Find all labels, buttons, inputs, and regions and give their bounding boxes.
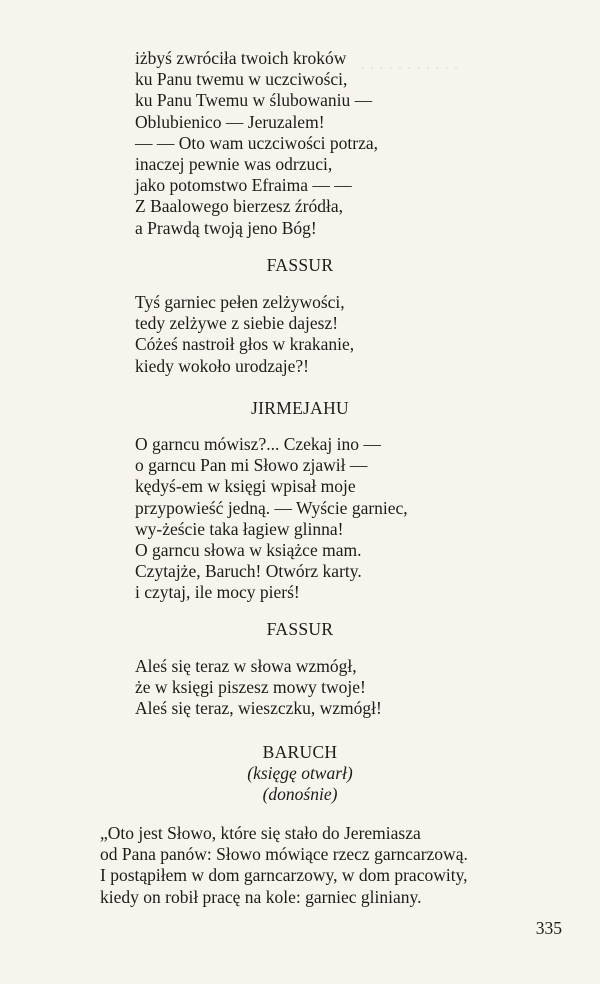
verse-line: kędyś-em w księgi wpisał moje <box>135 476 356 497</box>
verse-line: — — Oto wam uczciwości potrza, <box>135 132 378 153</box>
verse-line: ku Panu twemu w uczciwości, <box>135 69 348 90</box>
verse-line: kiedy wokoło urodzaje?! <box>135 355 309 376</box>
stanza-4 <box>0 656 600 720</box>
verse-line: o garncu Pan mi Słowo zjawił — <box>135 455 368 476</box>
speaker-name: BARUCH <box>262 742 338 762</box>
prose-line: I postąpiłem w dom garncarzowy, w dom pracowity, <box>100 865 468 886</box>
verse-line: inaczej pewnie was odrzuci, <box>135 154 333 175</box>
stage-direction: (donośnie) <box>262 784 338 804</box>
prose-line: od Pana panów: Słowo mówiące rzecz garncarzową. <box>100 844 468 865</box>
speaker-name: FASSUR <box>266 619 334 639</box>
verse-line: Z Baalowego bierzesz źródła, <box>135 196 343 217</box>
verse-line: że w księgi piszesz mowy twoje! <box>135 677 366 698</box>
stage-direction: (księgę otwarł) <box>247 763 353 783</box>
verse-line: Czytajże, Baruch! Otwórz karty. <box>135 561 362 582</box>
speaker-name: FASSUR <box>266 255 334 275</box>
verse-line: O garncu mówisz?... Czekaj ino — <box>135 434 381 454</box>
verse-line: Tyś garniec pełen zelżywości, <box>135 292 345 312</box>
verse-line: wy-żeście taka łagiew glinna! <box>135 518 344 539</box>
verse-line: a Prawdą twoją jeno Bóg! <box>135 217 317 238</box>
page-number: 335 <box>535 918 562 938</box>
verse-line: ku Panu Twemu w ślubowaniu — <box>135 90 373 111</box>
verse-line: Aleś się teraz w słowa wzmógł, <box>135 656 357 676</box>
verse-line: O garncu słowa w książce mam. <box>135 540 362 561</box>
verse-line: Aleś się teraz, wieszczku, wzmógł! <box>135 698 382 719</box>
prose-line: kiedy on robił pracę na kole: garniec gliniany. <box>100 886 422 907</box>
verse-line: przypowieść jedną. — Wyście garniec, <box>135 497 408 518</box>
verse-line: iżbyś zwróciła twoich kroków <box>135 48 347 68</box>
verse-line: Cóżeś nastroił głos w krakanie, <box>135 334 355 355</box>
show-through-decoration: · · · · · · · · · · · <box>360 60 459 77</box>
verse-line: i czytaj, ile mocy pierś! <box>135 582 300 603</box>
prose-paragraph <box>100 823 590 908</box>
speaker-name: JIRMEJAHU <box>251 398 349 418</box>
stanza-1 <box>0 48 600 239</box>
verse-line: tedy zelżywe z siebie dajesz! <box>135 313 339 334</box>
stanza-2 <box>0 292 600 377</box>
prose-line: „Oto jest Słowo, które się stało do Jeremiasza <box>100 823 421 843</box>
verse-line: Oblubienico — Jeruzalem! <box>135 111 325 132</box>
verse-line: jako potomstwo Efraima — — <box>135 175 352 196</box>
stanza-3 <box>0 434 600 604</box>
